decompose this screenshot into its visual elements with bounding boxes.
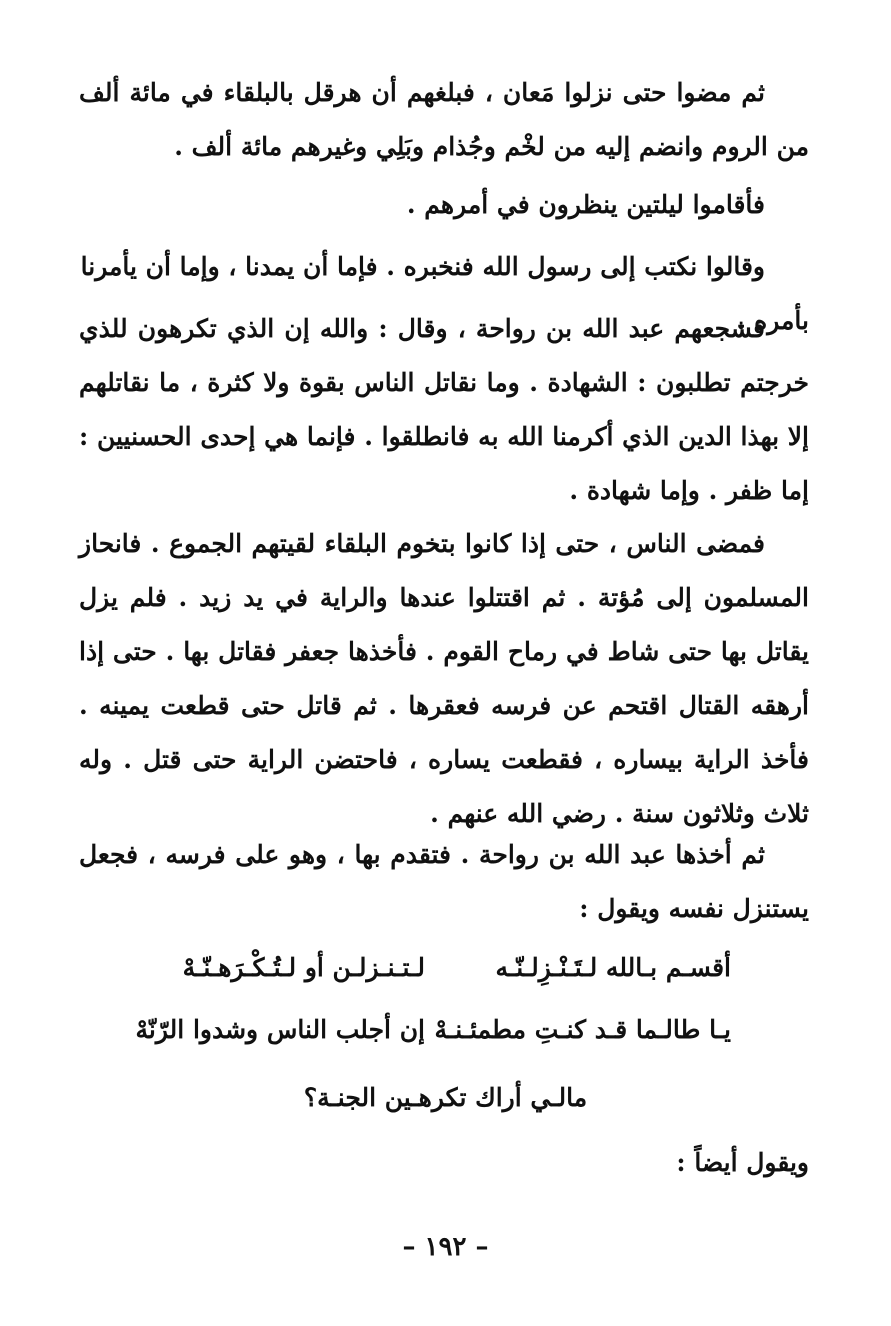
poem-final-line: مالـي أراك تكرهـين الجنـة؟	[303, 1083, 588, 1112]
verse-1-first-hemistich: أقسـم بـالله لـتَـنْـزِلـنّـه	[495, 953, 731, 982]
paragraph-ibn-rawaha-encourages: فشجعهم عبد الله بن رواحة ، وقال : والله إن الذي تكرهون للذي خرجتم تطلبون : الشهادة . وما نقاتل الناس بقوة ولا كثرة ، ما نقاتلهم إلا بهذا الدين الذي أكرمنا الله به فانطلقوا . فإنما هي إحدى الحسنيين : إما ظفر . وإما شهادة .	[79, 314, 809, 505]
paragraph-march-to-maan: ثم مضوا حتى نزلوا مَعان ، فبلغهم أن هرقل بالبلقاء في مائة ألف من الروم وانضم إليه من لخْم وجُذام وبَلِي وغيرهم مائة ألف .	[79, 78, 809, 161]
poem-verse-2	[0, 1002, 891, 1058]
verse-2-first-hemistich: يـا طالـما قـد كنـتِ مطمئـنـهْ	[434, 1015, 731, 1044]
paragraph-battle-of-mutah: فمضى الناس ، حتى إذا كانوا بتخوم البلقاء لقيتهم الجموع . فانحاز المسلمون إلى مُؤتة . ثم اقتتلوا عندها والراية في يد زيد . فلم يزل يقاتل بها حتى شاط في رماح القوم . فأخذها جعفر فقاتل بها . حتى إذا أرهقه القتال اقتحم عن فرسه فعقرها . ثم قاتل حتى قطعت يمينه . فأخذ الراية بيساره ، فقطعت يساره ، فاحتضن الراية حتى قتل . وله ثلاث وثلاثون سنة . رضي الله عنهم .	[79, 529, 809, 828]
verse-1-second-hemistich: لـتـنـزلـن أو لـتُـكْـرَهـنّـهْ	[182, 953, 425, 982]
paragraph-he-also-says: ويقول أيضاً :	[676, 1148, 809, 1177]
verse-2-second-hemistich: إن أجلب الناس وشدوا الرّنّهْ	[135, 1015, 425, 1044]
paragraph-write-to-prophet: وقالوا نكتب إلى رسول الله فنخبره . فإما أن يمدنا ، وإما أن يأمرنا بأمره .	[80, 252, 809, 335]
paragraph-ibn-rawaha-takes-banner: ثم أخذها عبد الله بن رواحة . فتقدم بها ، وهو على فرسه ، فجعل يستنزل نفسه ويقول :	[79, 840, 809, 923]
paragraph-two-nights: فأقاموا ليلتين ينظرون في أمرهم .	[406, 190, 765, 219]
poem-verse-1	[0, 940, 891, 996]
page-number: – ١٩٢ –	[402, 1232, 489, 1262]
